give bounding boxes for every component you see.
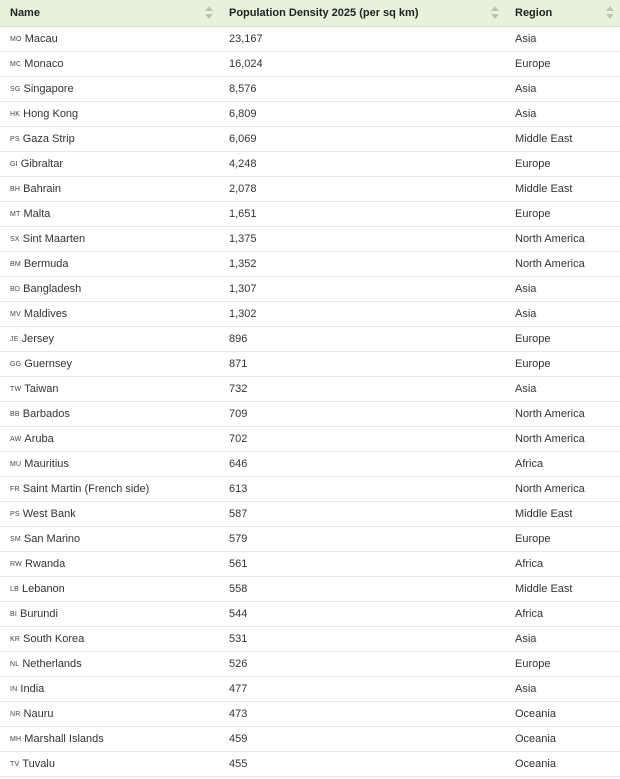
density-cell: 1,307 [219, 277, 505, 302]
column-header-density-label: Population Density 2025 (per sq km) [229, 7, 419, 19]
country-name-cell [0, 477, 219, 502]
country-name-cell [0, 702, 219, 727]
region-cell: Oceania [505, 727, 620, 752]
country-code: BH [10, 186, 21, 193]
region-cell: Europe [505, 652, 620, 677]
density-cell: 544 [219, 602, 505, 627]
table-row [0, 502, 620, 527]
country-name: Taiwan [24, 383, 59, 395]
region-cell: Asia [505, 277, 620, 302]
region-cell: Europe [505, 327, 620, 352]
table-row [0, 202, 620, 227]
country-name: Saint Martin (French side) [22, 483, 150, 495]
country-code: PS [10, 511, 20, 518]
country-name-cell [0, 177, 219, 202]
table-row [0, 652, 620, 677]
table-row [0, 227, 620, 252]
region-cell: Africa [505, 452, 620, 477]
density-cell: 1,375 [219, 227, 505, 252]
country-code: GG [10, 361, 22, 368]
density-cell: 613 [219, 477, 505, 502]
density-cell: 6,069 [219, 127, 505, 152]
density-cell: 455 [219, 752, 505, 777]
country-name-cell [0, 27, 219, 52]
table-row [0, 177, 620, 202]
density-cell: 1,352 [219, 252, 505, 277]
country-code: BB [10, 411, 20, 418]
country-code: JE [10, 336, 19, 343]
country-name-cell [0, 252, 219, 277]
table-row [0, 52, 620, 77]
table-row [0, 477, 620, 502]
region-cell: Europe [505, 52, 620, 77]
density-cell: 646 [219, 452, 505, 477]
region-cell: Asia [505, 377, 620, 402]
density-cell: 16,024 [219, 52, 505, 77]
country-name-cell [0, 652, 219, 677]
country-name-cell [0, 502, 219, 527]
table-row [0, 727, 620, 752]
column-header-region[interactable] [505, 0, 620, 27]
country-code: GI [10, 161, 18, 168]
country-code: TW [10, 386, 22, 393]
country-code: SG [10, 86, 21, 93]
density-cell: 702 [219, 427, 505, 452]
region-cell: North America [505, 402, 620, 427]
region-cell: Asia [505, 627, 620, 652]
table-row [0, 577, 620, 602]
density-cell: 732 [219, 377, 505, 402]
region-cell: Middle East [505, 127, 620, 152]
country-name: Maldives [23, 308, 68, 320]
density-cell: 473 [219, 702, 505, 727]
table-row [0, 602, 620, 627]
country-name: Monaco [24, 58, 64, 70]
region-cell: Asia [505, 27, 620, 52]
country-code: BI [10, 611, 18, 618]
country-name-cell [0, 527, 219, 552]
country-name-cell [0, 227, 219, 252]
table-row [0, 677, 620, 702]
region-cell: Africa [505, 602, 620, 627]
region-cell: Middle East [505, 577, 620, 602]
country-code: MH [10, 736, 22, 743]
country-code: FR [10, 486, 20, 493]
sort-icon[interactable] [205, 5, 213, 21]
density-cell: 1,302 [219, 302, 505, 327]
country-code: HK [10, 111, 21, 118]
country-name: West Bank [22, 508, 76, 520]
density-cell: 526 [219, 652, 505, 677]
table-row [0, 552, 620, 577]
column-header-region-label: Region [515, 7, 553, 19]
density-cell: 4,248 [219, 152, 505, 177]
sort-icon[interactable] [606, 5, 614, 21]
country-name-cell [0, 452, 219, 477]
density-cell: 558 [219, 577, 505, 602]
column-header-density[interactable] [219, 0, 505, 27]
country-name-cell [0, 277, 219, 302]
country-name-cell [0, 402, 219, 427]
sort-icon[interactable] [491, 5, 499, 21]
country-name-cell [0, 77, 219, 102]
region-cell: Europe [505, 202, 620, 227]
region-cell: North America [505, 252, 620, 277]
country-name: Lebanon [21, 583, 65, 595]
country-code: SM [10, 536, 21, 543]
density-cell: 896 [219, 327, 505, 352]
country-name: Bahrain [23, 183, 62, 195]
country-name-cell [0, 327, 219, 352]
country-name-cell [0, 602, 219, 627]
table-row [0, 127, 620, 152]
table-row [0, 627, 620, 652]
region-cell: Europe [505, 152, 620, 177]
density-cell: 477 [219, 677, 505, 702]
table-row [0, 352, 620, 377]
country-name: Sint Maarten [22, 233, 86, 245]
country-name: Jersey [21, 333, 54, 345]
country-code: MO [10, 36, 22, 43]
country-name-cell [0, 752, 219, 777]
country-name-cell [0, 52, 219, 77]
country-name-cell [0, 552, 219, 577]
country-code: NL [10, 661, 20, 668]
table-row [0, 752, 620, 777]
table-row [0, 527, 620, 552]
country-code: BD [10, 286, 21, 293]
country-name-cell [0, 377, 219, 402]
country-code: LB [10, 586, 19, 593]
country-code: RW [10, 561, 22, 568]
table-row [0, 452, 620, 477]
table-row [0, 77, 620, 102]
density-cell: 8,576 [219, 77, 505, 102]
country-name-cell [0, 677, 219, 702]
table-row [0, 702, 620, 727]
table-row [0, 102, 620, 127]
country-name: Malta [23, 208, 51, 220]
country-name: Bermuda [23, 258, 69, 270]
table-row [0, 277, 620, 302]
table-body [0, 27, 620, 777]
country-name-cell [0, 202, 219, 227]
country-name: Bangladesh [23, 283, 82, 295]
country-code: SX [10, 236, 20, 243]
region-cell: Oceania [505, 702, 620, 727]
country-code: MT [10, 211, 21, 218]
country-name: Aruba [24, 433, 54, 445]
country-name-cell [0, 102, 219, 127]
region-cell: Asia [505, 302, 620, 327]
country-name-cell [0, 127, 219, 152]
table-row [0, 252, 620, 277]
country-name-cell [0, 727, 219, 752]
country-name: Gibraltar [20, 158, 63, 170]
country-code: PS [10, 136, 20, 143]
region-cell: North America [505, 477, 620, 502]
density-cell: 531 [219, 627, 505, 652]
table-row [0, 427, 620, 452]
country-code: MC [10, 61, 22, 68]
table-row [0, 327, 620, 352]
country-name: Gaza Strip [22, 133, 75, 145]
country-name: Rwanda [24, 558, 66, 570]
country-name: Barbados [22, 408, 70, 420]
region-cell: Africa [505, 552, 620, 577]
region-cell: Middle East [505, 502, 620, 527]
table-row [0, 402, 620, 427]
table-row [0, 27, 620, 52]
country-code: MU [10, 461, 22, 468]
region-cell: North America [505, 427, 620, 452]
region-cell: Asia [505, 102, 620, 127]
region-cell: Europe [505, 527, 620, 552]
country-name: Burundi [20, 608, 58, 620]
density-cell: 23,167 [219, 27, 505, 52]
country-name: Guernsey [24, 358, 72, 370]
country-code: IN [10, 686, 18, 693]
region-cell: North America [505, 227, 620, 252]
country-name-cell [0, 302, 219, 327]
density-cell: 561 [219, 552, 505, 577]
country-name: India [20, 683, 45, 695]
country-name-cell [0, 152, 219, 177]
country-code: BM [10, 261, 21, 268]
density-cell: 6,809 [219, 102, 505, 127]
country-code: TV [10, 761, 20, 768]
region-cell: Middle East [505, 177, 620, 202]
country-code: MV [10, 311, 21, 318]
table-row [0, 377, 620, 402]
region-cell: Oceania [505, 752, 620, 777]
country-name: Hong Kong [23, 108, 79, 120]
density-cell: 871 [219, 352, 505, 377]
table-row [0, 152, 620, 177]
country-name: Nauru [23, 708, 54, 720]
country-name: Netherlands [22, 658, 82, 670]
table-row [0, 302, 620, 327]
country-code: KR [10, 636, 21, 643]
density-cell: 587 [219, 502, 505, 527]
country-name: Marshall Islands [24, 733, 104, 745]
country-name-cell [0, 427, 219, 452]
country-name-cell [0, 352, 219, 377]
table-header [0, 0, 620, 27]
density-cell: 579 [219, 527, 505, 552]
country-code: AW [10, 436, 22, 443]
density-cell: 1,651 [219, 202, 505, 227]
country-name: San Marino [23, 533, 81, 545]
density-cell: 2,078 [219, 177, 505, 202]
region-cell: Asia [505, 677, 620, 702]
country-name: Macau [24, 33, 58, 45]
column-header-name-label: Name [10, 7, 40, 19]
density-cell: 709 [219, 402, 505, 427]
country-name-cell [0, 627, 219, 652]
density-cell: 459 [219, 727, 505, 752]
country-code: NR [10, 711, 21, 718]
country-name: South Korea [23, 633, 85, 645]
region-cell: Europe [505, 352, 620, 377]
country-name-cell [0, 577, 219, 602]
region-cell: Asia [505, 77, 620, 102]
country-name: Mauritius [24, 458, 69, 470]
column-header-name[interactable] [0, 0, 219, 27]
country-name: Tuvalu [22, 758, 55, 770]
header-row [0, 0, 620, 27]
country-name: Singapore [23, 83, 74, 95]
